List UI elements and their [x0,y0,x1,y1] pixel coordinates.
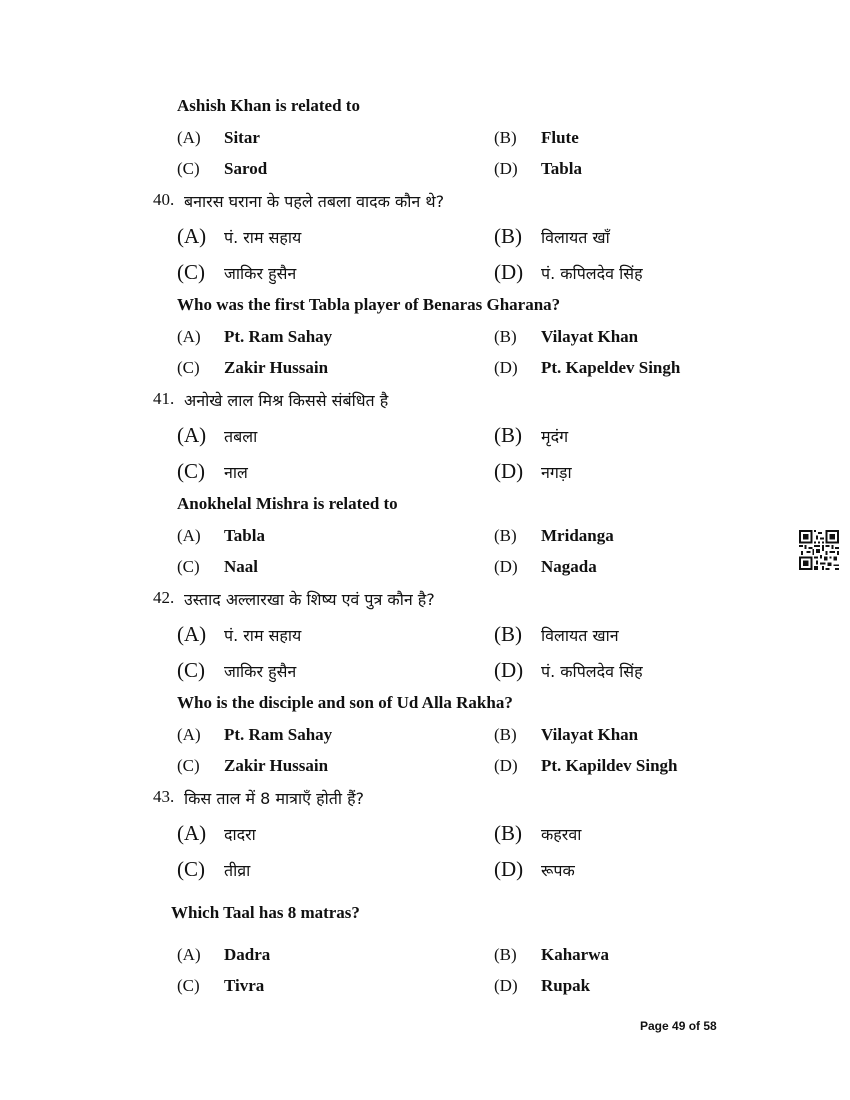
option-text: Zakir Hussain [224,756,329,775]
option-letter: (A) [177,945,201,964]
question-39-english-text: Ashish Khan is related to [177,96,360,115]
option-letter: (B) [494,224,522,248]
question-43-english-text: Which Taal has 8 matras? [171,903,360,922]
option-text: तीव्रा [224,861,251,880]
option-text: कहरवा [541,825,582,844]
question-42-hindi-text: उस्ताद अल्लारखा के शिष्य एवं पुत्र कौन है? [184,590,435,609]
option-letter: (A) [177,725,201,744]
question-42-english-text: Who is the disciple and son of Ud Alla Rakha? [177,693,513,712]
option-letter: (B) [494,821,522,845]
option-letter: (C) [177,976,200,995]
option-letter: (B) [494,423,522,447]
option-text: जाकिर हुसैन [224,264,297,283]
option-text: Kaharwa [541,945,609,964]
option-text: Mridanga [541,526,614,545]
option-letter: (D) [494,459,524,483]
option-letter: (D) [494,557,518,576]
option-letter: (A) [177,622,207,646]
option-text: जाकिर हुसैन [224,662,297,681]
option-text: पं. राम सहाय [224,228,302,247]
option-text: Sitar [224,128,260,147]
question-number: 42. [153,588,175,607]
option-letter: (C) [177,260,205,284]
option-letter: (C) [177,756,200,775]
option-text: Zakir Hussain [224,358,329,377]
option-text: Sarod [224,159,268,178]
option-letter: (A) [177,128,201,147]
option-text: नाल [224,463,248,482]
option-letter: (A) [177,821,207,845]
option-text: Vilayat Khan [541,725,639,744]
option-text: Tivra [224,976,265,995]
option-text: तबला [224,427,258,446]
option-text: Rupak [541,976,591,995]
option-text: रूपक [541,861,575,880]
option-letter: (B) [494,622,522,646]
option-text: Tabla [224,526,265,545]
option-letter: (B) [494,945,517,964]
option-letter: (D) [494,658,524,682]
option-letter: (B) [494,128,517,147]
option-text: नगड़ा [541,463,572,482]
option-letter: (C) [177,358,200,377]
option-letter: (D) [494,857,524,881]
question-40-english-text: Who was the first Tabla player of Benaras Gharana? [177,295,561,314]
option-text: पं. कपिलदेव सिंह [541,264,643,283]
option-text: Pt. Kapeldev Singh [541,358,681,377]
option-text: Nagada [541,557,597,576]
option-text: Tabla [541,159,582,178]
option-letter: (B) [494,327,517,346]
option-letter: (B) [494,526,517,545]
option-letter: (A) [177,327,201,346]
qr-code-icon [799,530,839,570]
option-text: Pt. Ram Sahay [224,327,333,346]
option-letter: (D) [494,756,518,775]
question-number: 43. [153,787,175,806]
option-text: Dadra [224,945,271,964]
page-number: Page 49 of 58 [640,1019,717,1033]
option-letter: (C) [177,459,205,483]
option-text: Naal [224,557,258,576]
option-letter: (A) [177,224,207,248]
option-letter: (D) [494,260,524,284]
option-text: विलायत खान [541,626,619,645]
option-letter: (A) [177,423,207,447]
option-letter: (B) [494,725,517,744]
option-text: दादरा [224,825,256,844]
option-text: पं. कपिलदेव सिंह [541,662,643,681]
option-letter: (C) [177,557,200,576]
question-41-hindi-text: अनोखे लाल मिश्र किससे संबंधित है [184,391,389,410]
option-letter: (D) [494,976,518,995]
option-letter: (C) [177,658,205,682]
option-text: Pt. Ram Sahay [224,725,333,744]
option-letter: (A) [177,526,201,545]
question-40-hindi-text: बनारस घराना के पहले तबला वादक कौन थे? [184,192,445,211]
option-letter: (C) [177,159,200,178]
question-number: 40. [153,190,175,209]
option-text: Vilayat Khan [541,327,639,346]
option-text: मृदंग [541,427,569,446]
option-letter: (C) [177,857,205,881]
option-text: पं. राम सहाय [224,626,302,645]
option-text: Flute [541,128,579,147]
option-text: Pt. Kapildev Singh [541,756,678,775]
question-41-english-text: Anokhelal Mishra is related to [177,494,398,513]
option-letter: (D) [494,358,518,377]
question-43-hindi-text: किस ताल में 8 मात्राएँ होती हैं? [184,789,365,808]
option-letter: (D) [494,159,518,178]
option-text: विलायत खाँ [541,228,610,247]
question-number: 41. [153,389,175,408]
